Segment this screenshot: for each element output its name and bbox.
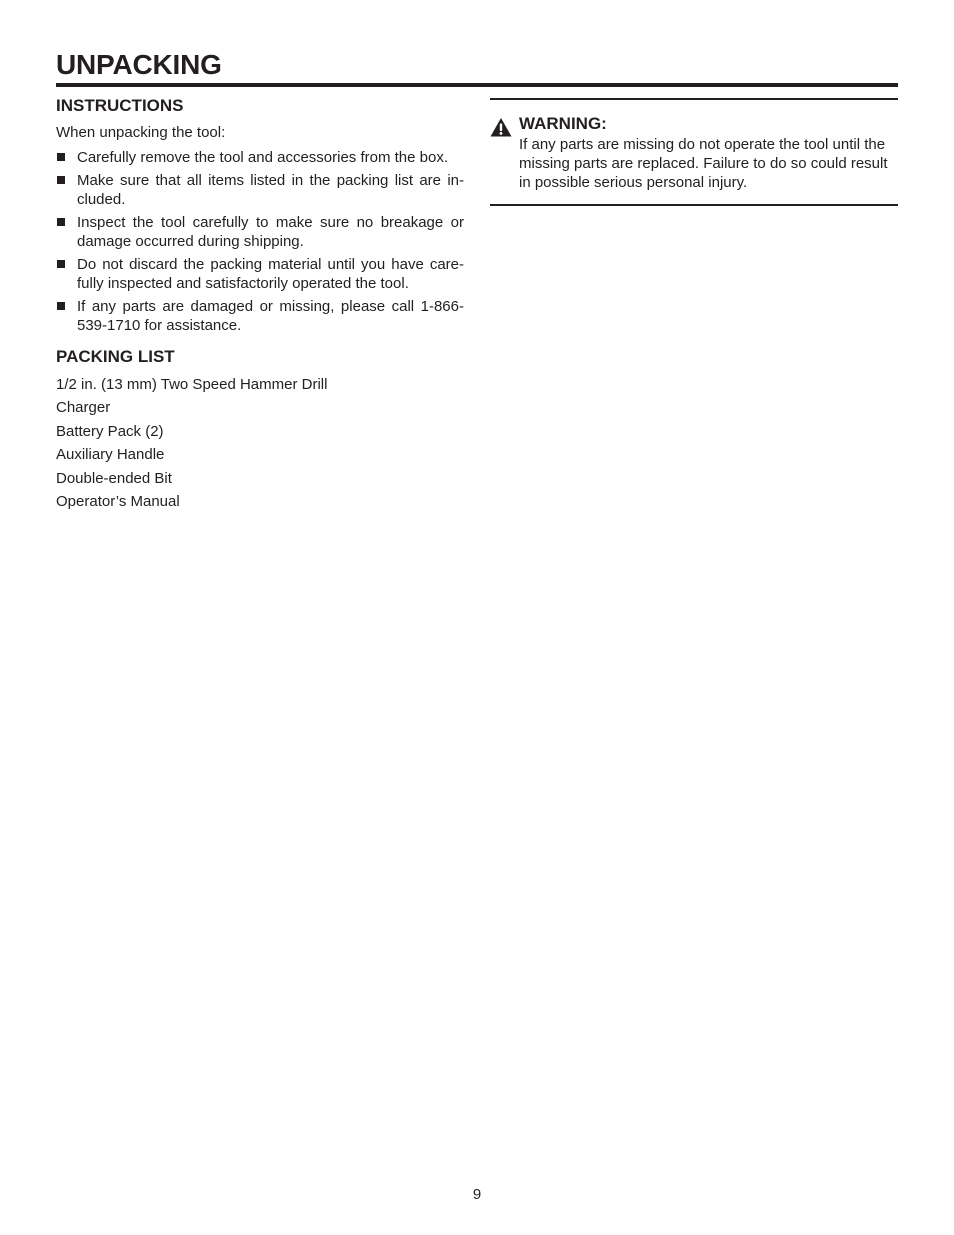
warning-title: WARNING: bbox=[519, 114, 607, 133]
warning-box bbox=[490, 98, 898, 206]
left-column bbox=[56, 96, 464, 515]
list-item-text: Make sure that all items listed in the packing list are in-cluded. bbox=[77, 172, 464, 208]
packing-list bbox=[56, 375, 464, 511]
instructions-list bbox=[56, 148, 464, 335]
page-number: 9 bbox=[472, 1186, 482, 1203]
list-item-text: Inspect the tool carefully to make sure no breakage or damage occurred during shipping. bbox=[77, 214, 464, 250]
title-rule bbox=[56, 83, 898, 87]
list-item-text: Carefully remove the tool and accessories from the box. bbox=[77, 149, 449, 166]
instructions-intro: When unpacking the tool: bbox=[56, 124, 226, 141]
packing-list-heading: PACKING LIST bbox=[56, 347, 175, 366]
packing-list-item: Charger bbox=[56, 399, 111, 417]
warning-triangle-icon bbox=[490, 117, 512, 137]
packing-list-item: Auxiliary Handle bbox=[56, 446, 165, 464]
warning-text: If any parts are missing do not operate the tool until the missing parts are replaced. Failure to do so could result in possible serious personal injury. bbox=[519, 136, 888, 191]
packing-list-item: Battery Pack (2) bbox=[56, 422, 164, 440]
list-item-text: If any parts are damaged or missing, please call 1-866-539-1710 for assistance. bbox=[77, 298, 464, 334]
list-item bbox=[56, 255, 464, 293]
square-bullet-icon bbox=[57, 176, 65, 184]
list-item-text: Do not discard the packing material until you have care-fully inspected and satisfactorily operated the tool. bbox=[77, 256, 464, 292]
list-item bbox=[56, 148, 464, 167]
square-bullet-icon bbox=[57, 302, 65, 310]
packing-list-item: 1/2 in. (13 mm) Two Speed Hammer Drill bbox=[56, 376, 328, 393]
page-title: UNPACKING bbox=[56, 49, 222, 80]
instructions-heading: INSTRUCTIONS bbox=[56, 96, 184, 115]
list-item bbox=[56, 213, 464, 251]
list-item bbox=[56, 171, 464, 209]
list-item bbox=[56, 297, 464, 335]
square-bullet-icon bbox=[57, 153, 65, 161]
packing-list-item: Operator’s Manual bbox=[56, 492, 180, 510]
square-bullet-icon bbox=[57, 260, 65, 268]
packing-list-item: Double-ended Bit bbox=[56, 469, 172, 487]
square-bullet-icon bbox=[57, 218, 65, 226]
